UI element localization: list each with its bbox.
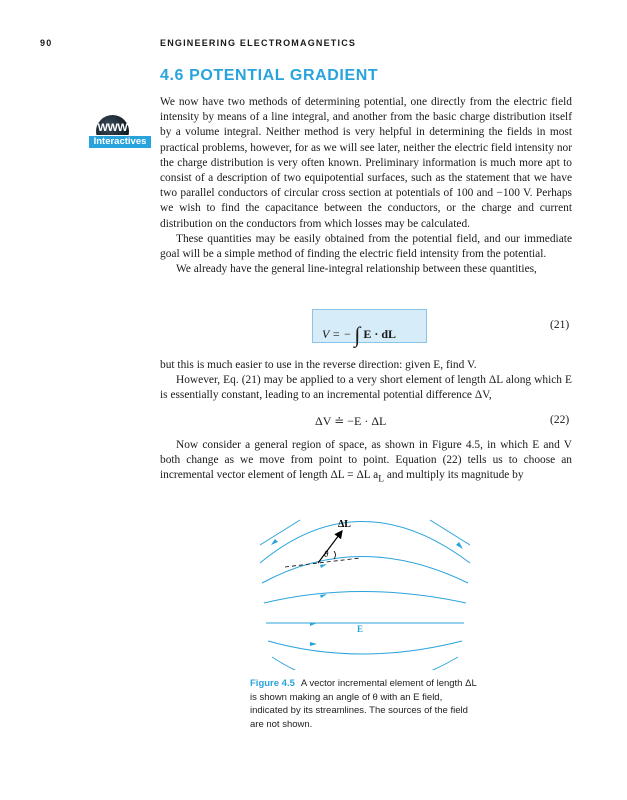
- paragraph-4: but this is much easier to use in the reverse direction: given E, find V.: [160, 359, 477, 371]
- equation-21-number: (21): [550, 319, 570, 331]
- field-line-6: [272, 657, 458, 670]
- figure-label: Figure 4.5: [250, 678, 295, 689]
- field-arrow-6: [310, 642, 317, 646]
- running-title: ENGINEERING ELECTROMAGNETICS: [160, 38, 357, 48]
- label-delta-L: ΔL: [338, 519, 351, 530]
- label-E: E: [357, 624, 364, 634]
- equation-22-number: (22): [550, 414, 570, 426]
- field-arrow-3: [320, 564, 327, 568]
- field-line-3: [264, 592, 466, 604]
- eq21-lhs: V = −: [322, 327, 352, 341]
- body-block-3: [160, 438, 572, 488]
- integral-symbol: ∫: [354, 322, 361, 347]
- section-title: 4.6 POTENTIAL GRADIENT: [160, 67, 379, 84]
- paragraph-6-text: Now consider a general region of space, as shown in Figure 4.5, in which E and V both change as we move from point to point. Equation (22) tells us to choose an incremental vector element of length ΔL = ΔL a: [160, 439, 572, 482]
- interactives-label: Interactives: [88, 135, 152, 149]
- paragraph-6-subscript: L: [378, 474, 385, 485]
- figure-caption: [250, 677, 480, 731]
- equation-22: ΔV ≐ −E · ΔL: [315, 414, 387, 428]
- www-logo-text: WWW: [97, 122, 128, 134]
- figure-4-5: [250, 505, 480, 670]
- figure-caption-text: A vector incremental element of length ΔL is shown making an angle of θ with an E field, indicated by its streamlines. The sources of the field are not shown.: [250, 678, 477, 730]
- paragraph-6-end: and multiply its magnitude by: [384, 469, 524, 482]
- equation-21: [322, 318, 397, 347]
- paragraph-1: We now have two methods of determining potential, one directly from the electric field intensity by means of a line integral, and another from the basic charge distribution itself by a volume integral. Neither method is very helpful in determining the fields in most practical problems, however, for as we will see later, neither the electric field intensity nor the charge distribution is very often known. Preliminary information is much more apt to consist of a description of two equipotential surfaces, such as the statement that we have two parallel conductors of circular cross section at potentials of 100 and −100 V. Perhaps we wish to find the capacitance between the conductors, or the charge and current distribution on the conductors from which losses may be calculated.: [160, 96, 572, 230]
- paragraph-3: We already have the general line-integral relationship between these quantities,: [176, 263, 537, 276]
- field-line-7: [260, 520, 300, 545]
- field-line-2: [262, 557, 468, 584]
- page-number: 90: [40, 38, 53, 48]
- www-interactives-link[interactable]: [88, 115, 148, 157]
- body-block-2: [160, 358, 572, 404]
- page-header: [0, 38, 627, 52]
- label-theta: θ: [324, 549, 329, 559]
- theta-arc: [334, 551, 336, 559]
- field-line-5: [268, 641, 462, 654]
- paragraph-5: However, Eq. (21) may be applied to a very short element of length ΔL along which E is essentially constant, leading to an incremental potential difference ΔV,: [160, 374, 572, 402]
- body-block-1: [160, 95, 572, 277]
- field-arrow-4: [320, 594, 327, 598]
- field-arrow-1: [271, 539, 278, 545]
- eq21-rhs: E · dL: [363, 327, 397, 341]
- paragraph-6: [160, 438, 572, 488]
- paragraph-2: These quantities may be easily obtained from the potential field, and our immediate goal will be a simple method of finding the electric field intensity from the potential.: [160, 232, 572, 261]
- field-arrow-2: [456, 542, 463, 549]
